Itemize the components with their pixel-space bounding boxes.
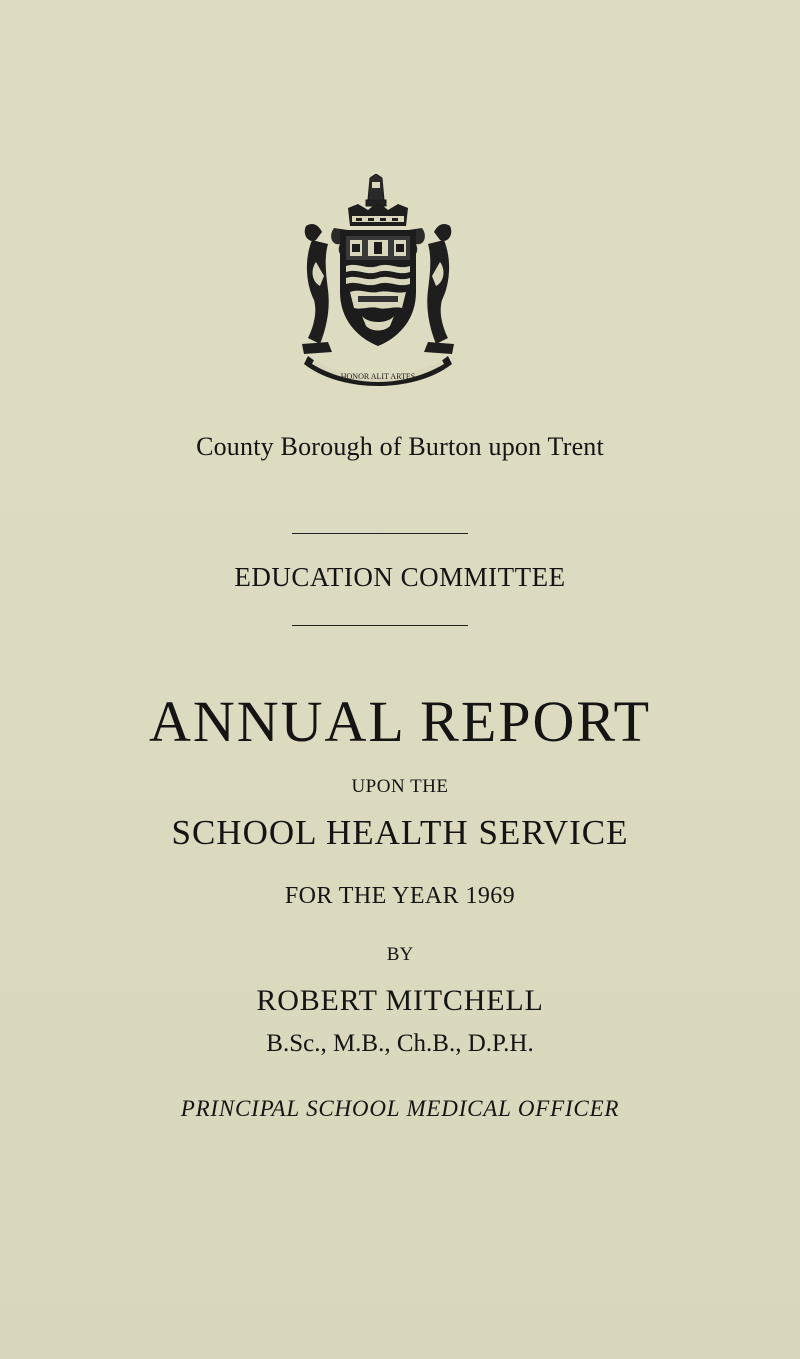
left-supporter-icon <box>302 224 332 354</box>
mitre-icon <box>366 174 386 206</box>
author-qualifications: B.Sc., M.B., Ch.B., D.P.H. <box>266 1030 534 1057</box>
divider-rule-top <box>292 533 468 534</box>
motto-text: HONOR ALIT ARTES <box>340 372 416 381</box>
report-year: FOR THE YEAR 1969 <box>284 883 516 909</box>
author-name: ROBERT MITCHELL <box>256 984 544 1017</box>
committee-name: EDUCATION COMMITTEE <box>234 562 566 592</box>
shield-icon <box>340 230 416 346</box>
by-text: BY <box>386 944 414 965</box>
upon-the-text: UPON THE <box>351 776 449 797</box>
borough-coat-of-arms <box>298 174 458 386</box>
author-position: PRINCIPAL SCHOOL MEDICAL OFFICER <box>180 1096 620 1121</box>
service-title: SCHOOL HEALTH SERVICE <box>171 813 629 852</box>
divider-rule-bottom <box>292 625 468 626</box>
motto-scroll-icon <box>304 356 452 386</box>
right-supporter-icon <box>424 224 454 354</box>
crown-icon <box>348 202 408 226</box>
borough-title: County Borough of Burton upon Trent <box>196 432 604 461</box>
report-title: ANNUAL REPORT <box>148 689 652 754</box>
